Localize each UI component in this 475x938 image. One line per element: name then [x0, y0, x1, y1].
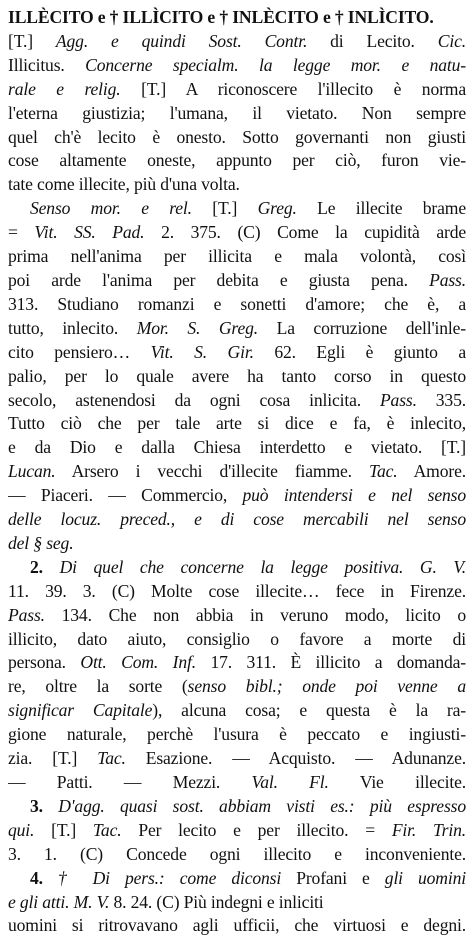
text-line: [8, 651, 466, 675]
text-run: re, oltre la sorte (: [8, 676, 188, 697]
text-run: secolo, astenendosi da ogni cosa inlicita.: [8, 389, 380, 410]
text-run: palio, per lo quale avere ha tanto corso in questo: [8, 365, 466, 386]
text-line: [8, 484, 466, 508]
text-run: illicito, dato aiuto, consiglio o favore a morte di: [8, 628, 466, 649]
text-line: [8, 293, 466, 317]
text-line: [8, 365, 466, 389]
text-line: [8, 580, 466, 604]
text-line: [8, 843, 466, 867]
italic-text: e gli atti. M. V.: [8, 891, 110, 912]
text-run: cose altamente oneste, appunto per ciò, furon vie-: [8, 150, 466, 171]
italic-text: Cic.: [437, 30, 466, 51]
text-run: Esazione. — Acquisto. — Adunanze.: [125, 748, 466, 769]
text-run: di Lecito.: [307, 30, 438, 51]
text-run: 11. 39. 3. (C) Molte cose illecite… fece in Firenze.: [8, 580, 466, 601]
text-run: tutto, inlecito.: [8, 317, 137, 338]
text-line: [8, 628, 466, 652]
text-run: zia. [T.]: [8, 748, 98, 769]
text-line: [8, 78, 466, 102]
text-line: [8, 891, 466, 915]
text-run: 17. 311. È illicito a domanda-: [195, 652, 466, 673]
text-line: [8, 341, 466, 365]
text-line: [8, 173, 466, 197]
text-run: tate come illecite, più d'una volta.: [8, 174, 240, 195]
text-run: Le illecite brame: [296, 198, 466, 219]
italic-text: del § seg.: [8, 532, 74, 553]
italic-text: gli uomini: [384, 867, 466, 888]
text-line: [8, 914, 466, 938]
italic-text: Concerne specialm. la legge mor. e natu-: [85, 54, 466, 75]
section-number: 2.: [30, 556, 60, 577]
text-run: persona.: [8, 652, 81, 673]
text-line: [8, 867, 466, 891]
text-line: [8, 436, 466, 460]
text-run: uomini si ritrovavano agli ufficii, che virtuosi e degni.: [8, 915, 466, 936]
italic-text: D'agg. quasi sost. abbiam visti es.: più espresso: [58, 795, 466, 816]
text-run: Vie illecite.: [328, 772, 466, 792]
section-number: 4.: [30, 867, 58, 888]
text-run: 335.: [416, 389, 466, 410]
text-run: Amore.: [397, 461, 466, 482]
italic-text: † Di pers.: come diconsi: [58, 867, 282, 888]
text-run: La corruzione dell'inle-: [258, 317, 466, 338]
text-line: [8, 317, 466, 341]
text-line: [8, 604, 466, 628]
text-line: [8, 723, 466, 747]
italic-text: Tac.: [92, 819, 122, 840]
text-run: prima nell'anima per illicita e mala volontà, così: [8, 246, 466, 267]
text-line: [8, 795, 466, 819]
italic-text: Senso mor. e rel.: [30, 198, 192, 219]
text-line: [8, 460, 466, 484]
italic-text: Tac.: [97, 748, 126, 769]
text-line: [8, 149, 466, 173]
italic-text: senso bibl.; onde poi venne a: [187, 676, 466, 697]
italic-text: Ott. Com. Inf.: [80, 652, 196, 673]
text-run: Profani e: [281, 867, 385, 888]
italic-text: Val. Fl.: [251, 772, 329, 792]
italic-text: Tac.: [368, 461, 398, 482]
text-line: [8, 221, 466, 245]
text-run: e da Dio e dalla Chiesa interdetto e vietato. [T.]: [8, 437, 466, 458]
section-number: 3.: [30, 795, 59, 816]
italic-text: può intendersi e nel senso: [242, 485, 466, 506]
text-run: =: [8, 222, 35, 243]
text-run: 313. Studiano romanzi e sonetti d'amore; che è, a: [8, 293, 466, 314]
italic-text: Greg.: [257, 198, 297, 219]
text-run: Tutto ciò che per tale arte si dice e fa, è inlecito,: [8, 413, 466, 434]
text-run: [T.] A riconoscere l'illecito è norma: [120, 78, 466, 99]
italic-text: Di quel che concerne la legge positiva. G. V.: [59, 556, 466, 577]
italic-text: Vit. S. Gir.: [150, 341, 254, 362]
text-run: ), alcuna cosa; e questa è la ra-: [152, 700, 466, 721]
text-line: [8, 819, 466, 843]
italic-text: Pass.: [429, 269, 466, 290]
text-line: [8, 126, 466, 150]
italic-text: Pass.: [379, 389, 417, 410]
italic-text: rale e relig.: [8, 78, 121, 99]
italic-text: Agg. e quindi Sost. Contr.: [55, 30, 308, 51]
entry-body: [8, 30, 466, 938]
text-run: — Patti. — Mezzi.: [8, 772, 252, 792]
text-line: [8, 197, 466, 221]
text-run: 8. 24. (C) Più indegni e inliciti: [109, 891, 324, 912]
text-run: — Piaceri. — Commercio,: [8, 485, 243, 506]
text-line: [8, 245, 466, 269]
text-run: l'eterna giustizia; l'umana, il vietato. Non sempre: [8, 102, 466, 123]
text-line: [8, 771, 466, 795]
text-run: 62. Egli è giunto a: [253, 341, 466, 362]
text-line: [8, 54, 466, 78]
italic-text: qui.: [8, 819, 35, 840]
text-run: [T.]: [34, 819, 93, 840]
italic-text: Vit. SS. Pad.: [34, 222, 145, 243]
italic-text: Lucan.: [8, 461, 56, 482]
italic-text: Pass.: [8, 604, 45, 625]
text-line: [8, 30, 466, 54]
entry-headword: ILLÈCITO e † ILLÌCITO e † INLÈCITO e † INLÌCITO.: [8, 7, 434, 27]
text-run: [T.]: [8, 30, 56, 51]
text-run: gione naturale, perchè l'usura è peccato e ingiusti-: [8, 724, 466, 745]
text-run: Per lecito e per illecito. =: [121, 819, 392, 840]
text-run: cito pensiero…: [8, 341, 151, 362]
text-run: 3. 1. (C) Concede ogni illecito e inconveniente.: [8, 843, 466, 864]
text-line: [8, 747, 466, 771]
text-run: [T.]: [191, 198, 258, 219]
text-run: 134. Che non abbia in veruno modo, licito o: [44, 604, 466, 625]
text-line: [8, 699, 466, 723]
text-run: quel ch'è lecito è onesto. Sotto governanti non giusti: [8, 126, 466, 147]
italic-text: Fir. Trin.: [391, 819, 466, 840]
text-line: [8, 269, 466, 293]
text-line: [8, 412, 466, 436]
text-line: [8, 508, 466, 532]
text-line: [8, 102, 466, 126]
text-run: poi arde l'anima per debita e giusta pena.: [8, 269, 430, 290]
text-run: 2. 375. (C) Come la cupidità arde: [144, 222, 466, 243]
text-run: Illicitus.: [8, 54, 86, 75]
italic-text: significar Capitale: [8, 700, 153, 721]
text-line: [8, 532, 466, 556]
text-run: Arsero i vecchi d'illecite fiamme.: [55, 461, 369, 482]
italic-text: Mor. S. Greg.: [136, 317, 259, 338]
text-line: [8, 675, 466, 699]
italic-text: delle locuz. preced., e di cose mercabili nel senso: [8, 509, 466, 530]
text-line: [8, 556, 466, 580]
text-line: [8, 389, 466, 413]
